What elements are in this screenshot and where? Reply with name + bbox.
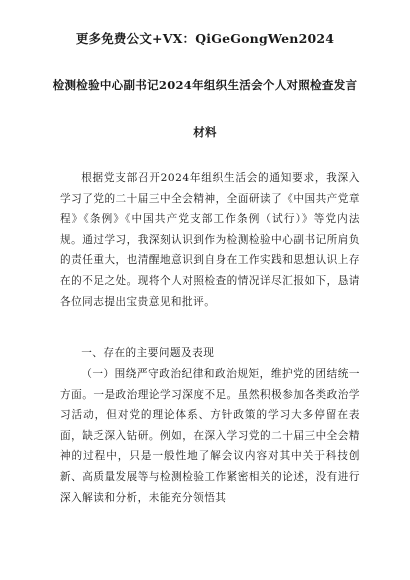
document-title-line2: 材料 [193,125,217,139]
watermark-header: 更多免费公文+VX：QiGeGongWen2024 [75,31,335,46]
section-heading: 一、存在的主要问题及表现 [81,347,215,359]
body-paragraph-intro: 根据党支部召开2024年组织生活会的通知要求，我深入学习了党的二十届三中全会精神，全面研读了《中国共产党章程》《条例》《中国共产党支部工作条例（试行）》等党内法规。通过学习，我深刻认识到作为检测检验中心副书记所肩负的责任重大，也清醒地意识到自身在工作实践和思想认识上存在的不足之处。现将个人对照检查的情况详尽汇报如下，恳请各位同志提出宝贵意见和批评。 [60,172,360,308]
document-title-line1: 检测检验中心副书记2024年组织生活会个人对照检查发言 [52,78,358,92]
body-paragraph-section1: （一）围绕严守政治纪律和政治规矩，维护党的团结统一方面。一是政治理论学习深度不足。虽然积极参加各类政治学习活动，但对党的理论体系、方针政策的学习大多停留在表面，缺乏深入钻研。例如，在深入学习党的二十届三中全会精神的过程中，只是一般性地了解会议内容对其中关于科技创新、高质量发展等与检测检验工作紧密相关的论述，没有进行深入解读和分析，未能充分领悟其 [60,368,360,504]
